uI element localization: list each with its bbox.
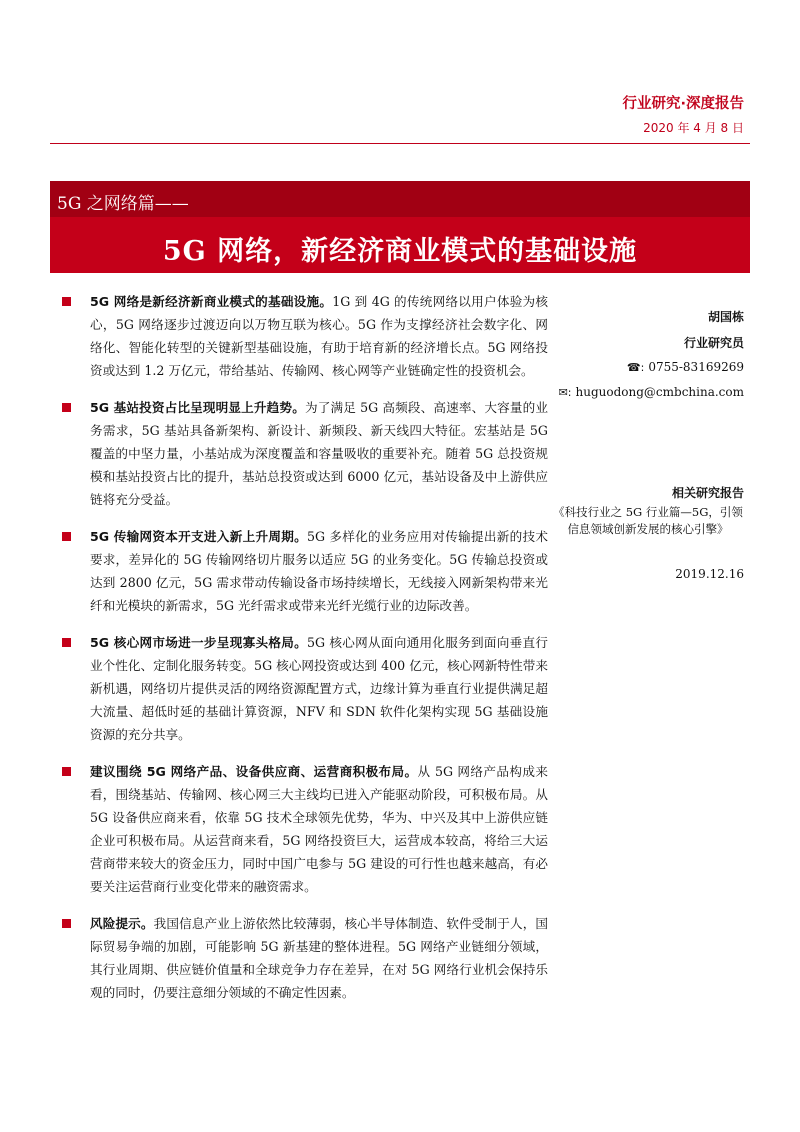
bullet-square-icon — [62, 532, 71, 541]
phone-icon: ☎: — [626, 361, 645, 374]
bullet-square-icon — [62, 638, 71, 647]
report-type-label: 行业研究·深度报告 — [622, 96, 744, 112]
paragraph-text: 为了满足 5G 高频段、高速率、大容量的业务需求，5G 基站具备新架构、新设计、新频段、新天线四大特征。宏基站是 5G 覆盖的中坚力量，小基站成为深度覆盖和容量吸收的重要补充。随着 5G 总投资规模和基站投资占比的提升，基站总投资或达到 6000 亿元，基站设备及中上游供应链将充分受益。 — [90, 400, 548, 507]
banner-subtitle: 5G 之网络篇—— — [57, 194, 189, 214]
related-reports-heading: 相关研究报告 — [671, 486, 744, 500]
paragraph-text: 5G 核心网从面向通用化服务到面向垂直行业个性化、定制化服务转变。5G 核心网投资或达到 400 亿元，核心网新特性带来新机遇，网络切片提供灵活的网络资源配置方式，边缘计算为垂直行业提供满足超大流量、超低时延的基础计算资源，NFV 和 SDN 软件化架构实现 5G 基础设施资源的充分共享。 — [90, 635, 549, 742]
paragraph-text: 5G 多样化的业务应用对传输提出新的技术要求，差异化的 5G 传输网络切片服务以适应 5G 的业务变化。5G 传输总投资或达到 2800 亿元，5G 需求带动传输设备市场持续增长，无线接入网新架构带来光纤和光模块的新需求，5G 光纤需求或带来光纤光缆行业的边际改善。 — [90, 529, 549, 613]
report-date: 2020 年 4 月 8 日 — [643, 121, 744, 135]
bullet-square-icon — [62, 297, 71, 306]
related-report-title[interactable]: 《科技行业之 5G 行业篇—5G，引领信息领域创新发展的核心引擎》 — [553, 505, 743, 536]
bullet-square-icon — [62, 767, 71, 776]
email-icon: ✉: — [558, 386, 572, 399]
report-title: 5G 网络，新经济商业模式的基础设施 — [162, 236, 638, 267]
paragraph-text: 从 5G 网络产品构成来看，围绕基站、传输网、核心网三大主线均已进入产能驱动阶段，可积极布局。从 5G 设备供应商来看，依靠 5G 技术全球领先优势，华为、中兴及其中上游供应链企业可积极布局。从运营商来看，5G 网络投资巨大，运营成本较高，将给三大运营商带来较大的资金压力，同时中国广电参与 5G 建设的可行性也越来越高，有必要关注运营商行业变化带来的融资需求。 — [90, 764, 548, 894]
title-banner — [50, 181, 750, 273]
analyst-email[interactable]: huguodong@cmbchina.com — [575, 385, 744, 399]
related-report-date: 2019.12.16 — [675, 567, 744, 581]
paragraph-text: 1G 到 4G 的传统网络以用户体验为核心，5G 网络逐步过渡迈向以万物互联为核心。5G 作为支撑经济社会数字化、网络化、智能化转型的关键新型基础设施，有助于培育新的经济增长点。5G 网络投资或达到 1.2 万亿元，带给基站、传输网、核心网等产业链确定性的投资机会。 — [90, 294, 549, 378]
analyst-name: 胡国栋 — [707, 310, 744, 324]
banner-subtitle-bar — [50, 181, 750, 217]
analyst-title: 行业研究员 — [683, 336, 744, 350]
paragraph-text: 我国信息产业上游依然比较薄弱，核心半导体制造、软件受制于人，国际贸易争端的加剧，可能影响 5G 新基建的整体进程。5G 网络产业链细分领域，其行业周期、供应链价值量和全球竞争力存在差异，在对 5G 网络行业机会保持乐观的同时，仍要注意细分领域的不确定性因素。 — [90, 916, 549, 1000]
summary-paragraph — [52, 631, 548, 746]
paragraph-lead: 风险提示。 — [90, 916, 154, 931]
summary-paragraph — [52, 912, 548, 1004]
paragraph-lead: 建议围绕 5G 网络产品、设备供应商、运营商积极布局。 — [90, 764, 418, 779]
paragraph-lead: 5G 传输网资本开支进入新上升周期。 — [90, 529, 307, 544]
bullet-square-icon — [62, 919, 71, 928]
summary-paragraph — [52, 396, 548, 511]
paragraph-lead: 5G 核心网市场进一步呈现寡头格局。 — [90, 635, 307, 650]
paragraph-lead: 5G 网络是新经济新商业模式的基础设施。 — [90, 294, 333, 309]
analyst-phone: 0755-83169269 — [648, 360, 744, 374]
header-divider — [50, 143, 750, 144]
summary-paragraph — [52, 760, 548, 898]
summary-body — [52, 290, 548, 1018]
summary-paragraph — [52, 290, 548, 382]
analyst-email-row — [559, 385, 744, 399]
analyst-phone-row — [627, 360, 744, 374]
bullet-square-icon — [62, 403, 71, 412]
paragraph-lead: 5G 基站投资占比呈现明显上升趋势。 — [90, 400, 305, 415]
summary-paragraph — [52, 525, 548, 617]
